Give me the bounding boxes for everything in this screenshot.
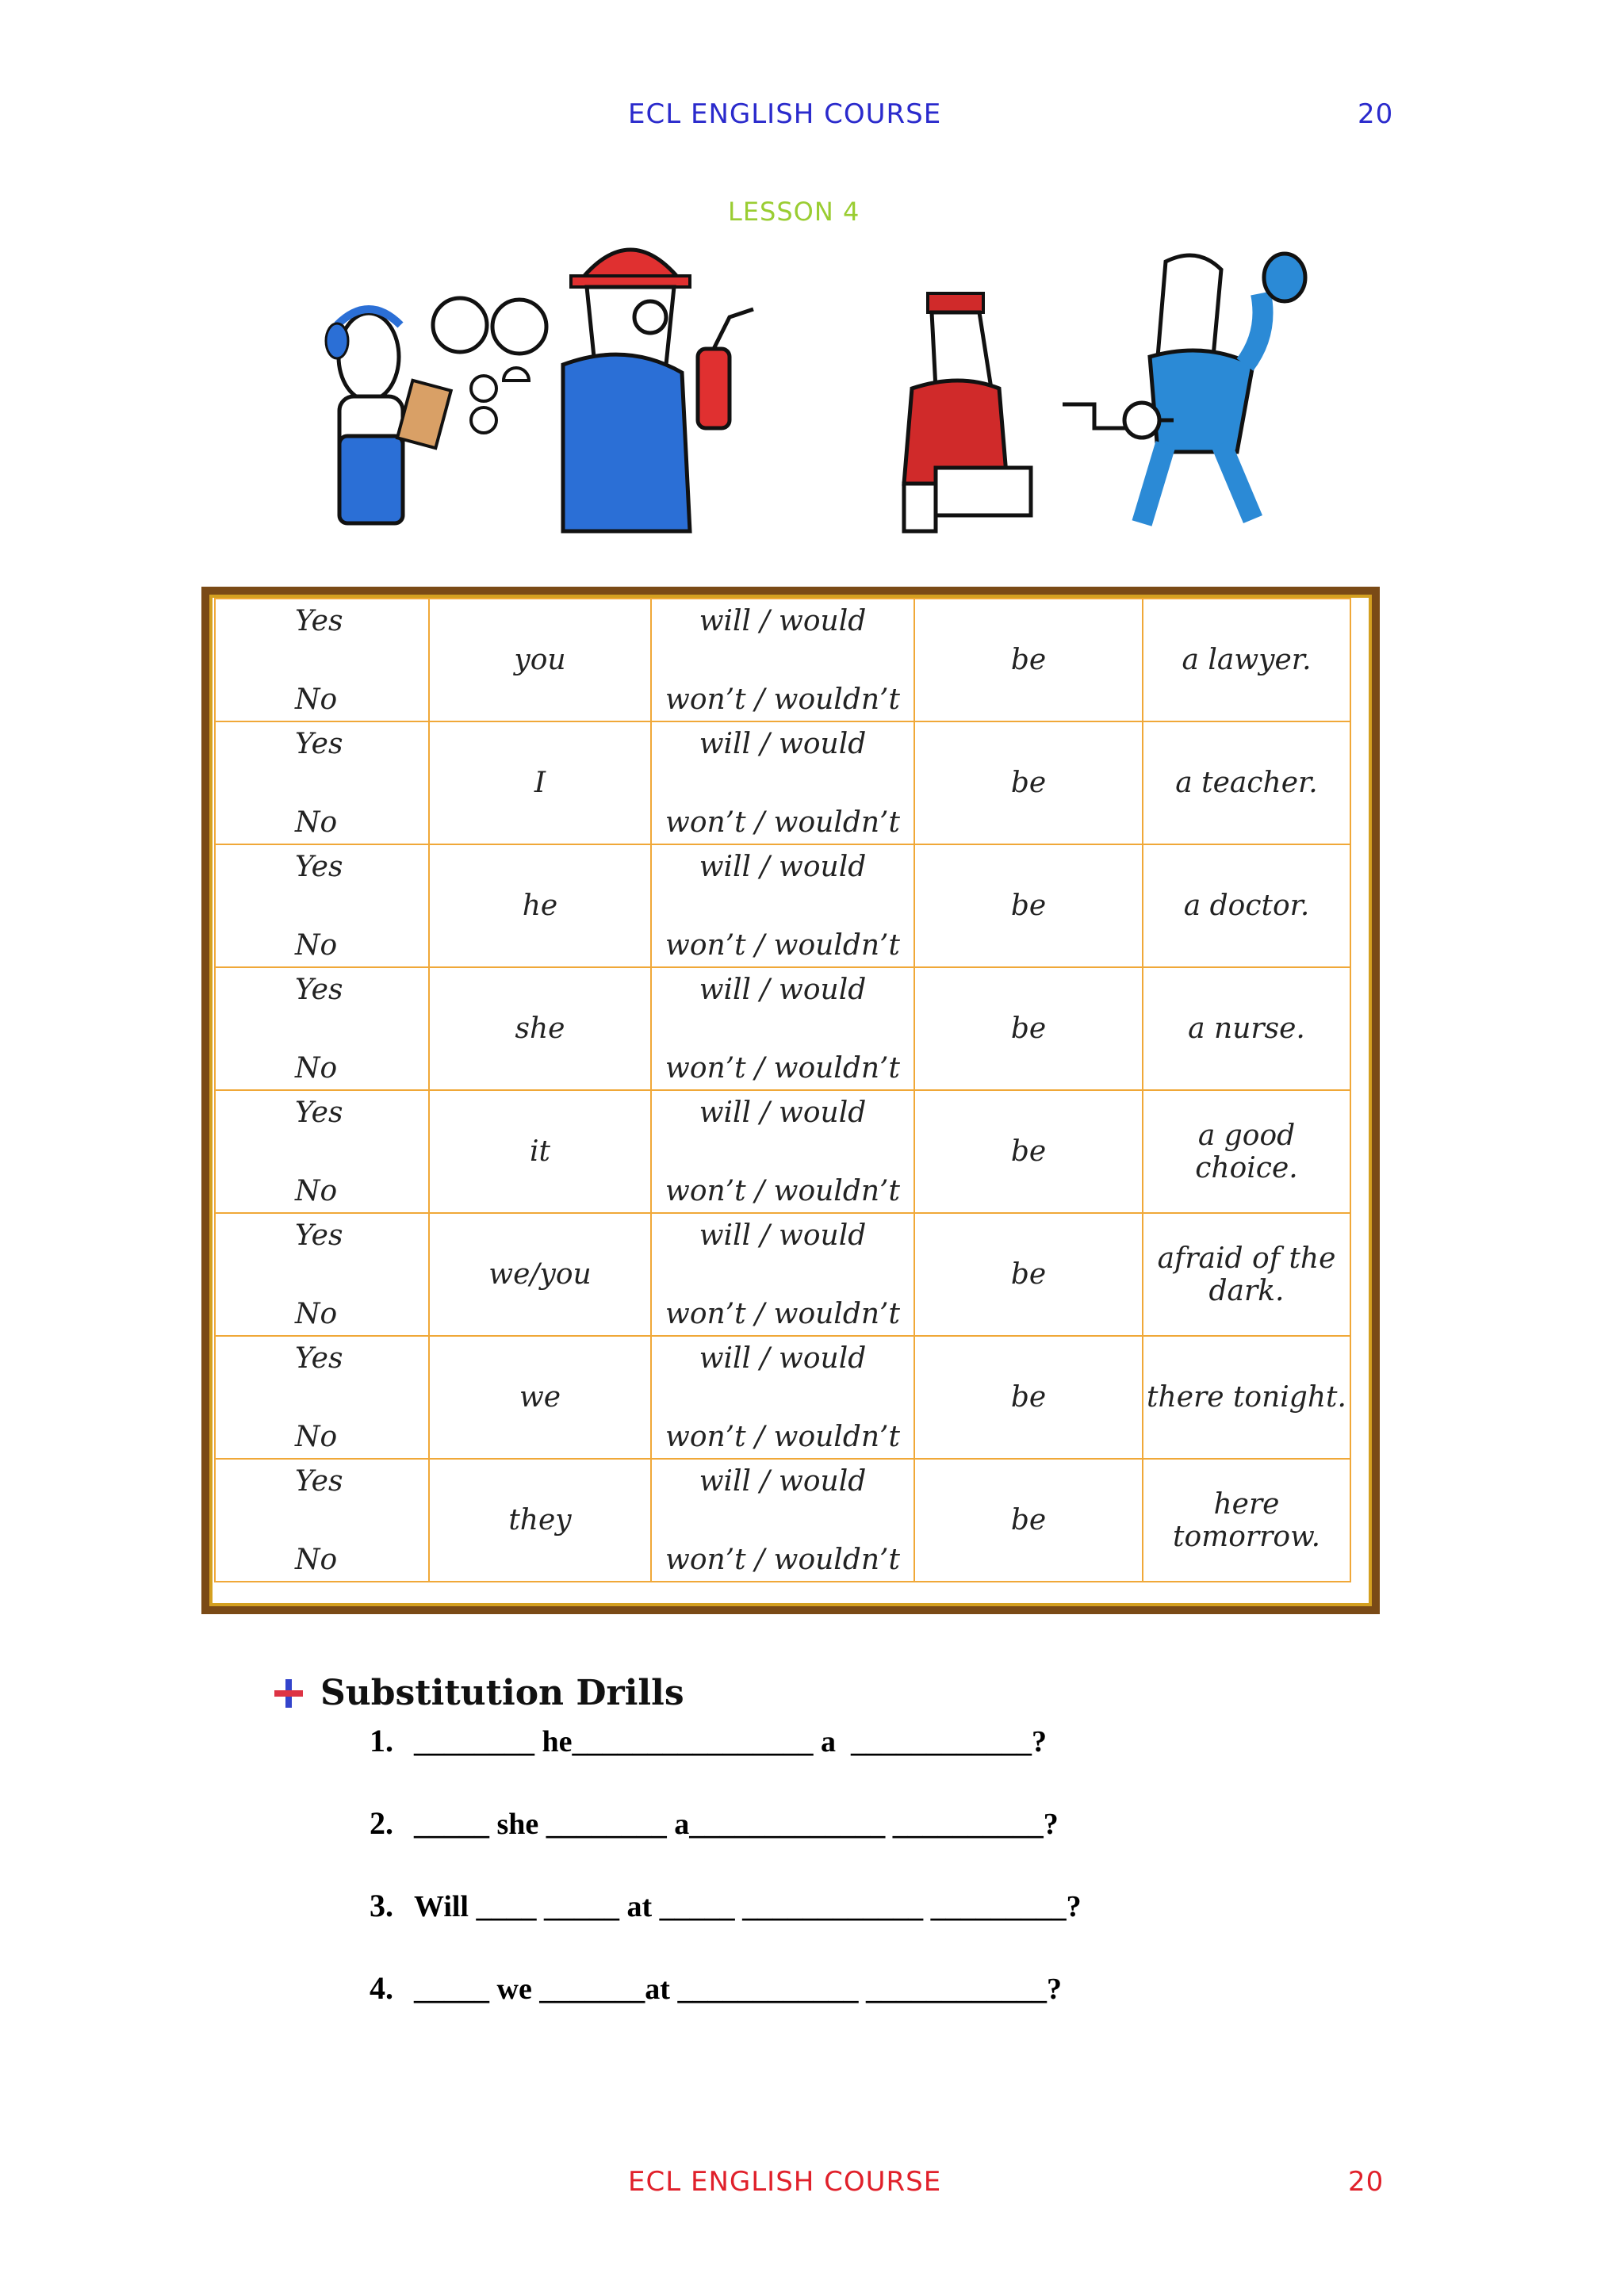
complement-cell: here tomorrow. [1143,1459,1350,1582]
no-label: No [295,928,338,962]
subject-cell: they [429,1459,651,1582]
complement-cell: a doctor. [1143,844,1350,967]
modal-cell [651,1459,914,1582]
yes-label: Yes [295,1219,343,1252]
plumber-icon [1063,254,1305,523]
verb-cell: be [914,1459,1143,1582]
grammar-table-frame [201,587,1380,1614]
complement-cell: a good choice. [1143,1090,1350,1213]
header-page-number: 20 [1358,98,1394,130]
modal-negative: won’t / wouldn’t [665,1051,900,1085]
modal-negative: won’t / wouldn’t [665,1543,900,1576]
yes-label: Yes [295,604,343,637]
drill-number: 1. [370,1723,393,1758]
drill-text: _____ she ________ a_____________ __________? [414,1808,1059,1841]
modal-positive: will / would [699,1096,867,1129]
complement-cell: a teacher. [1143,721,1350,844]
table-row [215,967,1350,1090]
table-row [215,1090,1350,1213]
header-title: ECL ENGLISH COURSE [628,98,942,130]
modal-negative: won’t / wouldn’t [665,1297,900,1330]
drill-item [370,1804,1059,1842]
modal-positive: will / would [699,973,867,1006]
complement-cell: a nurse. [1143,967,1350,1090]
modal-cell [651,844,914,967]
subject-cell: she [429,967,651,1090]
modal-cell [651,967,914,1090]
subject-cell: you [429,599,651,721]
verb-cell: be [914,1213,1143,1336]
yes-label: Yes [295,850,343,883]
modal-positive: will / would [699,604,867,637]
drill-text: Will ____ _____ at _____ ____________ _________? [414,1890,1082,1923]
verb-cell: be [914,721,1143,844]
modal-positive: will / would [699,1219,867,1252]
verb-cell: be [914,1336,1143,1459]
technician-icon [326,298,546,523]
verb-cell: be [914,967,1143,1090]
verb-cell: be [914,844,1143,967]
table-row [215,1459,1350,1582]
no-label: No [295,1420,338,1453]
yes-no-cell [215,1459,429,1582]
lesson-title: LESSON 4 [728,197,860,227]
yes-no-cell [215,1336,429,1459]
modal-negative: won’t / wouldn’t [665,683,900,716]
table-row [215,844,1350,967]
subject-cell: we [429,1336,651,1459]
no-label: No [295,1543,338,1576]
yes-no-cell [215,721,429,844]
drill-item [370,1969,1062,2007]
drills-title: Substitution Drills [320,1673,684,1713]
drill-item [370,1722,1047,1759]
yes-label: Yes [295,973,343,1006]
yes-no-cell [215,1213,429,1336]
no-label: No [295,1174,338,1207]
no-label: No [295,1297,338,1330]
modal-positive: will / would [699,850,867,883]
yes-label: Yes [295,1464,343,1498]
no-label: No [295,806,338,839]
modal-positive: will / would [699,1341,867,1375]
yes-label: Yes [295,1341,343,1375]
modal-negative: won’t / wouldn’t [665,1174,900,1207]
drill-text: ________ he________________ a ____________? [414,1725,1047,1758]
modal-negative: won’t / wouldn’t [665,1420,900,1453]
footer-title: ECL ENGLISH COURSE [628,2166,942,2198]
table-row [215,1213,1350,1336]
yes-no-cell [215,844,429,967]
modal-cell [651,721,914,844]
yes-no-cell [215,599,429,721]
yes-label: Yes [295,727,343,760]
modal-negative: won’t / wouldn’t [665,806,900,839]
no-label: No [295,1051,338,1085]
drill-number: 4. [370,1970,393,2006]
modal-positive: will / would [699,727,867,760]
modal-positive: will / would [699,1464,867,1498]
yes-label: Yes [295,1096,343,1129]
firefighter-icon [563,250,753,531]
modal-cell [651,1090,914,1213]
verb-cell: be [914,599,1143,721]
table-row [215,721,1350,844]
complement-cell: afraid of the dark. [1143,1213,1350,1336]
drill-number: 2. [370,1805,393,1841]
yes-no-cell [215,967,429,1090]
subject-cell: we/you [429,1213,651,1336]
modal-cell [651,599,914,721]
subject-cell: I [429,721,651,844]
yes-no-cell [215,1090,429,1213]
table-row [215,599,1350,721]
bellboy-icon [904,293,1031,531]
footer-page-number: 20 [1348,2166,1385,2198]
drill-text: _____ we _______at ____________ ____________? [414,1973,1062,2006]
modal-cell [651,1213,914,1336]
table-row [215,1336,1350,1459]
occupations-illustration [301,230,1427,547]
no-label: No [295,683,338,716]
modal-negative: won’t / wouldn’t [665,928,900,962]
drill-item [370,1887,1082,1924]
subject-cell: he [429,844,651,967]
complement-cell: a lawyer. [1143,599,1350,721]
modal-cell [651,1336,914,1459]
grammar-table [214,598,1351,1582]
verb-cell: be [914,1090,1143,1213]
complement-cell: there tonight. [1143,1336,1350,1459]
drill-number: 3. [370,1888,393,1923]
plus-bullet-icon [274,1679,303,1708]
subject-cell: it [429,1090,651,1213]
